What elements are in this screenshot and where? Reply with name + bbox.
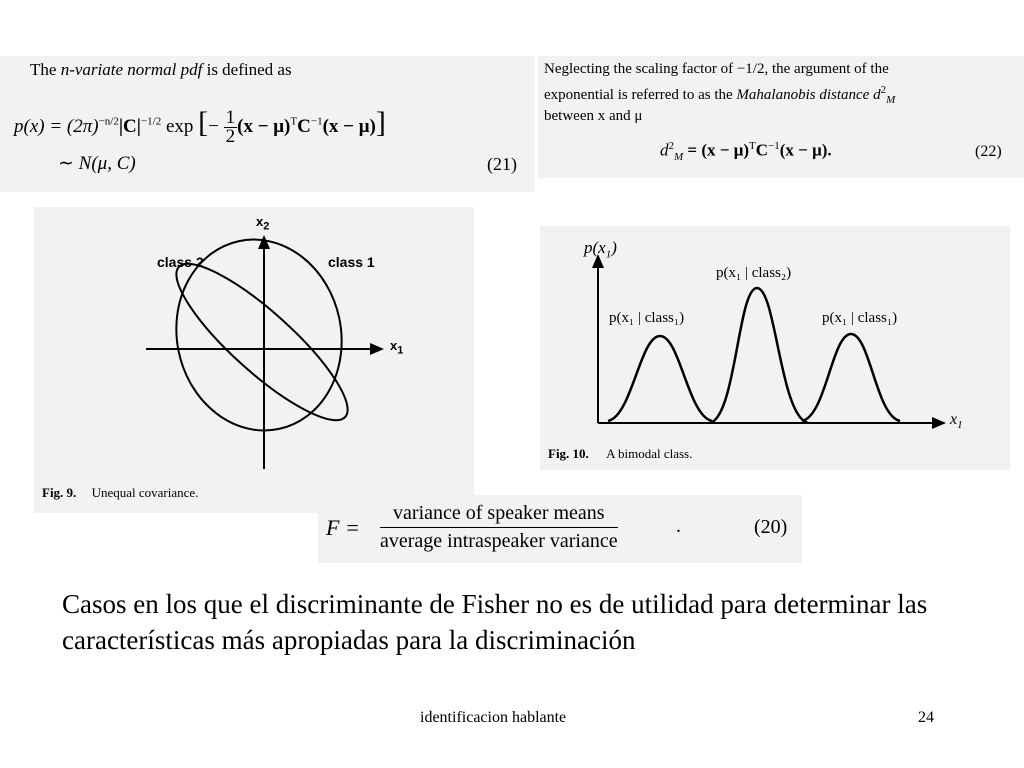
eq22-line3: between x and μ [544,108,643,124]
eq20-period: . [676,515,681,537]
eq21-formula [14,106,386,146]
fig9-x2-sub: 2 [263,220,270,233]
fig9-x2-label [256,214,269,233]
figure-9-diagram [34,207,474,513]
eq22-line2 [544,84,895,106]
eq22-line2-sym: d [873,87,881,103]
eq21-right-bracket: ] [375,106,386,139]
eq21-intro-pre: The [30,60,61,79]
fig9-x1-sub: 1 [397,344,404,357]
fig9-caption [42,485,198,501]
eq21-distribution: ∼ N(μ, C) [58,153,136,174]
fig10-x-sub: 1 [957,419,963,432]
eq21-lhs: p(x) = (2π) [14,116,99,137]
eq21-exp-half: −1/2 [140,115,162,128]
eq22-line2-sup: 2 [880,84,887,96]
eq21-fraction [224,109,238,146]
eq22-formula-sub: M [674,151,684,164]
eq22-line2-sub: M [886,94,896,106]
fig9-class2-ellipse [159,245,366,439]
eq21-bracket-neg: − [208,116,219,137]
eq20-numerator: variance of speaker means [380,500,618,528]
eq21-number: (21) [487,154,517,174]
eq21-exp-n: −n/2 [98,115,119,128]
fig10-left-peak [608,336,712,421]
slide-caption: Casos en los que el discriminante de Fisher no es de utilidad para determinar las características más apropiadas para la discriminación [62,589,928,655]
eq21-intro-post: is defined as [202,60,292,79]
fig10-right-peak [802,334,900,421]
fig10-y-text: p(x [584,238,606,257]
eq22-formula-sup: 2 [668,140,674,152]
eq21-frac-den: 2 [225,126,236,148]
fig10-x-arrowhead [932,417,946,429]
fig10-caption-bold: Fig. 10. [548,446,589,461]
eq22-line2-em: Mahalanobis distance [736,87,870,103]
fig10-middle-peak-label: p(x₁ | class₂) [716,265,792,281]
fig10-right-peak-label: p(x₁ | class₁) [822,310,898,326]
eq21-intro-em: n-variate normal pdf [60,60,203,79]
eq20-number: (20) [754,516,788,538]
fig10-middle-peak [710,288,808,423]
eq21-tail: (x − μ) [322,116,376,137]
fig9-class2-label: class 2 [157,254,204,270]
fig10-caption [548,446,692,462]
eq21-inner: (x − μ) [237,116,291,137]
figure-10-diagram [540,226,1010,470]
eq20-lhs: F = [326,515,360,540]
eq22-formula-rhs-c: C [755,140,769,160]
eq22-formula-lhs: d [660,140,669,160]
eq22-formula-rhs-d: −1 [768,140,780,152]
fig10-x-label [950,411,963,431]
eq21-intro [30,60,292,80]
fig9-caption-bold: Fig. 9. [42,485,77,500]
eq21-left-bracket: [ [198,106,209,139]
fig9-caption-text: Unequal covariance. [91,485,199,500]
eq20-denominator: average intraspeaker variance [380,530,618,552]
fig10-caption-text: A bimodal class. [606,446,693,461]
fig10-y-label [584,238,617,260]
fig10-y-sub: 1 [605,248,612,261]
fig9-x2-text: x [256,214,264,229]
fig9-x1-arrowhead [370,343,384,355]
eq22-line1: Neglecting the scaling factor of −1/2, the argument of the [544,61,889,77]
eq22-formula-rhs-e: (x − μ). [779,140,832,160]
fig9-x1-label [390,338,403,357]
fig10-x-text: x [950,411,958,428]
page-number: 24 [918,709,934,726]
fig10-left-peak-label: p(x₁ | class₁) [609,310,685,326]
eq21-sup-t: T [290,115,298,128]
fig9-class1-label: class 1 [328,254,375,270]
eq21-det-c: |C| [118,116,141,137]
eq22-formula [660,140,832,163]
fig9-x1-text: x [390,338,398,353]
eq21-c: C [297,116,311,137]
eq22-line2-pre: exponential is referred to as the [544,87,737,103]
eq22-formula-rhs-b: T [749,140,756,152]
eq22-formula-rhs-a: = (x − μ) [683,140,750,160]
eq21-frac-num: 1 [225,107,236,129]
eq20-fraction [380,500,618,555]
eq21-sup-inv: −1 [310,115,323,128]
eq21-exp-word: exp [165,116,194,137]
eq22-number: (22) [975,143,1002,160]
fig10-y-close: ) [611,238,617,257]
footer-title: identificacion hablante [420,709,567,726]
